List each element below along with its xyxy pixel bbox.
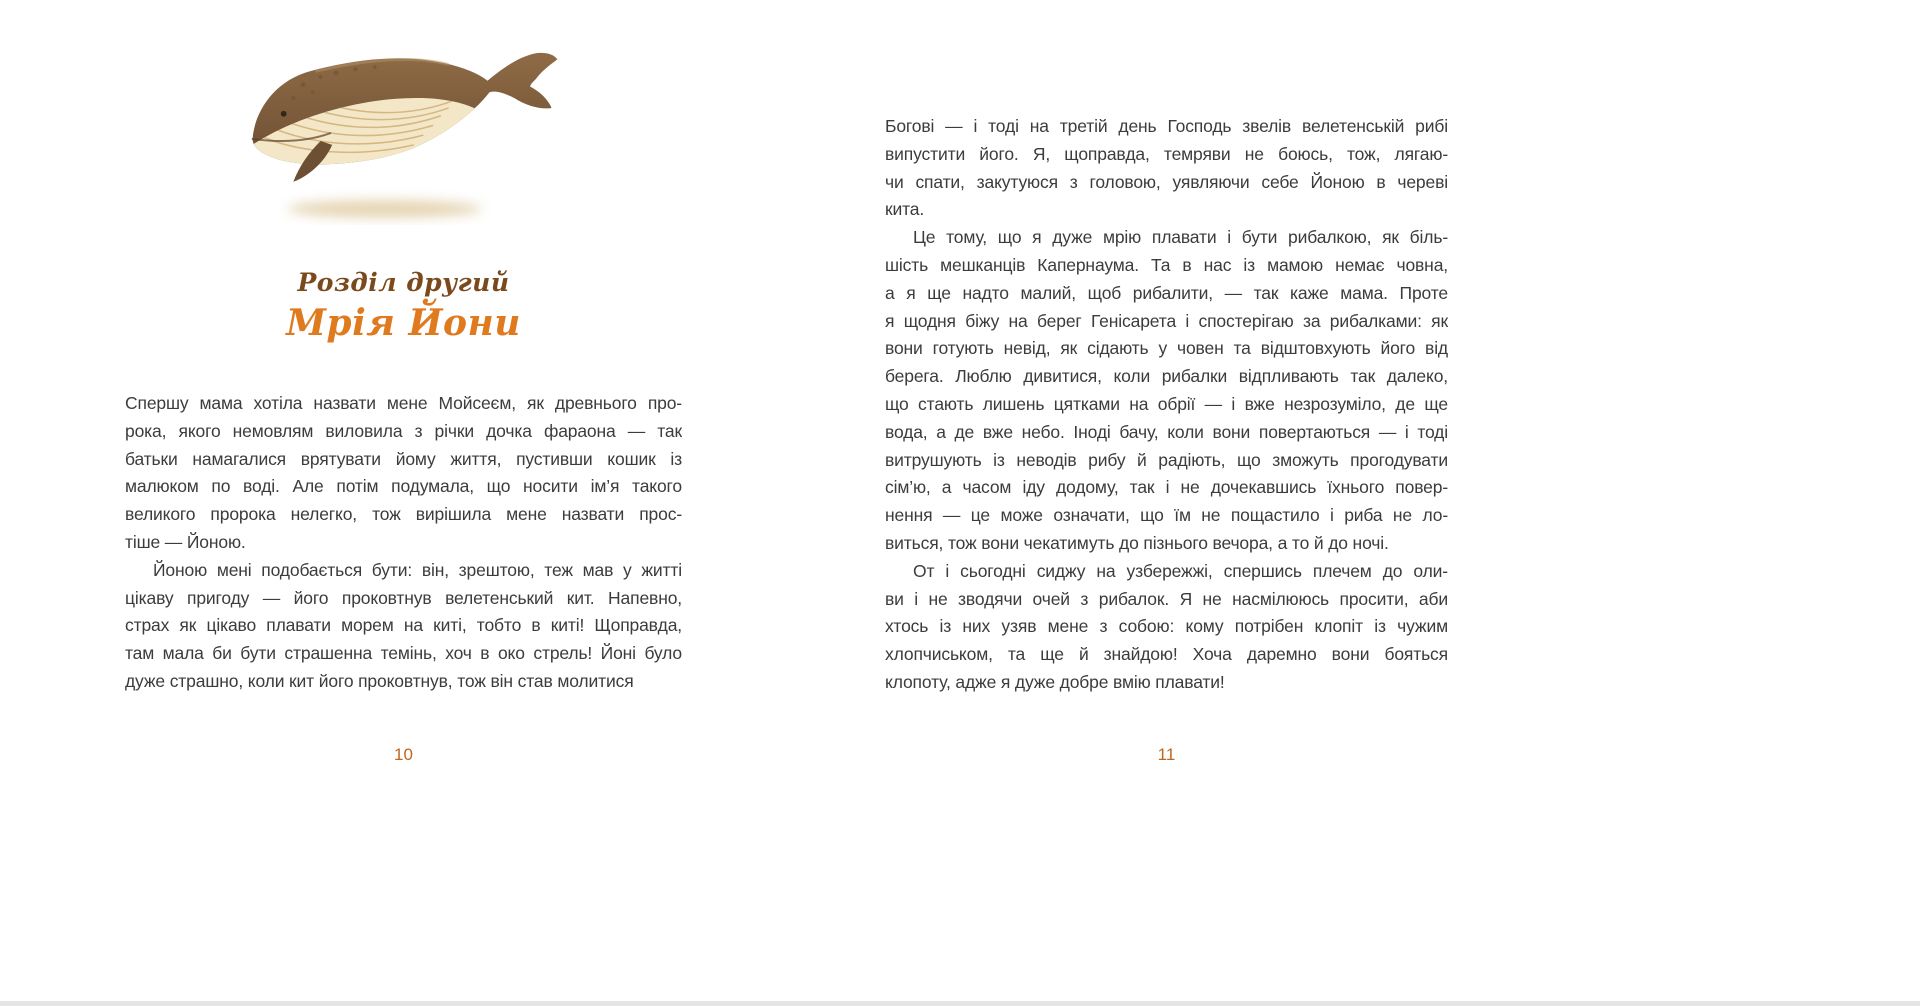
text-line: рока, якого немовлям виловила з річки дочка фараона — так [125, 420, 682, 441]
text-line: виться, тож вони чекатимуть до пізнього вечора, а то й до ночі. [885, 532, 1389, 553]
text-line: сім’ю, а часом іду додому, так і не дочекавшись їхнього повер- [885, 477, 1448, 498]
text-line: Це тому, що я дуже мрію плавати і бути рибалкою, як біль- [913, 227, 1448, 248]
page-right-text [885, 113, 1448, 697]
text-line: Богові — і тоді на третій день Господь звелів велетенській рибі [885, 116, 1448, 136]
text-line: нення — це може означати, що їм не пощастило і риба не ло- [885, 505, 1448, 526]
text-line: чи спати, закутуюся з головою, уявляючи себе Йоною в череві [885, 171, 1448, 192]
text-line: батьки намагалися врятувати йому життя, пустивши кошик із [125, 448, 682, 469]
page-number-right: 11 [1157, 745, 1176, 764]
text-line: клопоту, адже я дуже добре вмію плавати! [885, 671, 1225, 692]
screen-bottom-edge [0, 1001, 1920, 1006]
text-line: берега. Люблю дивитися, коли рибалки відпливають так далеко, [885, 366, 1448, 387]
text-line: що стають лишень цятками на обрії — і вже незрозуміло, де ще [885, 393, 1448, 414]
page-right [885, 0, 1448, 1000]
page-left-text [125, 390, 682, 696]
text-line: От і сьогодні сиджу на узбережжі, спершись плечем до оли- [913, 560, 1448, 581]
chapter-title: Мрія Йони [286, 302, 521, 344]
text-line: ви і не зводячи очей з рибалок. Я не насмілююсь просити, аби [885, 588, 1448, 609]
text-line: я щодня біжу на берег Генісарета і спостерігаю за рибалками: як [885, 310, 1448, 331]
text-line: хлопчиськом, та ще й знайдою! Хоча даремно вони бояться [885, 644, 1448, 665]
whale-illustration [239, 20, 569, 225]
text-line: а я ще надто малий, щоб рибалити, — так каже мама. Проте [885, 282, 1448, 303]
text-line: хтось із них узяв мене з собою: кому потрібен клопіт із чужим [885, 616, 1448, 637]
text-line: шість мешканців Капернаума. Та в нас із мамою немає човна, [885, 254, 1448, 275]
text-line: випустити його. Я, щоправда, темряви не боюсь, тож, лягаю- [885, 143, 1448, 164]
text-line: тіше — Йоною. [125, 531, 246, 552]
text-line: цікаву пригоду — його проковтнув велетенський кит. Напевно, [125, 587, 682, 608]
chapter-label: Розділ другий [297, 268, 510, 297]
text-line: там мала би бути страшенна темінь, хоч в око стрель! Йоні було [125, 643, 682, 664]
text-line: великого пророка нелегко, тож вирішила мене назвати прос- [125, 504, 682, 525]
text-line: дуже страшно, коли кит його проковтнув, тож він став молитися [125, 670, 634, 691]
whale-svg [239, 20, 569, 225]
text-line: кита. [885, 199, 925, 220]
text-line: страх як цікаво плавати морем на киті, тобто в киті! Щоправда, [125, 615, 682, 636]
text-line: Спершу мама хотіла назвати мене Мойсеєм, як древнього про- [125, 393, 682, 413]
text-line: вони готують невід, як сідають у човен та відштовхують його від [885, 338, 1448, 359]
text-line: Йоною мені подобається бути: він, зрештою, теж мав у житті [153, 559, 682, 580]
page-number-left: 10 [394, 745, 413, 764]
text-line: малюком по воді. Але потім подумала, що носити ім’я такого [125, 476, 682, 497]
page-left [125, 0, 682, 1000]
text-line: витрушують із неводів рибу й радіють, що зможуть прогодувати [885, 449, 1448, 470]
text-line: вода, а де вже небо. Іноді бачу, коли вони повертаються — і тоді [885, 421, 1448, 442]
